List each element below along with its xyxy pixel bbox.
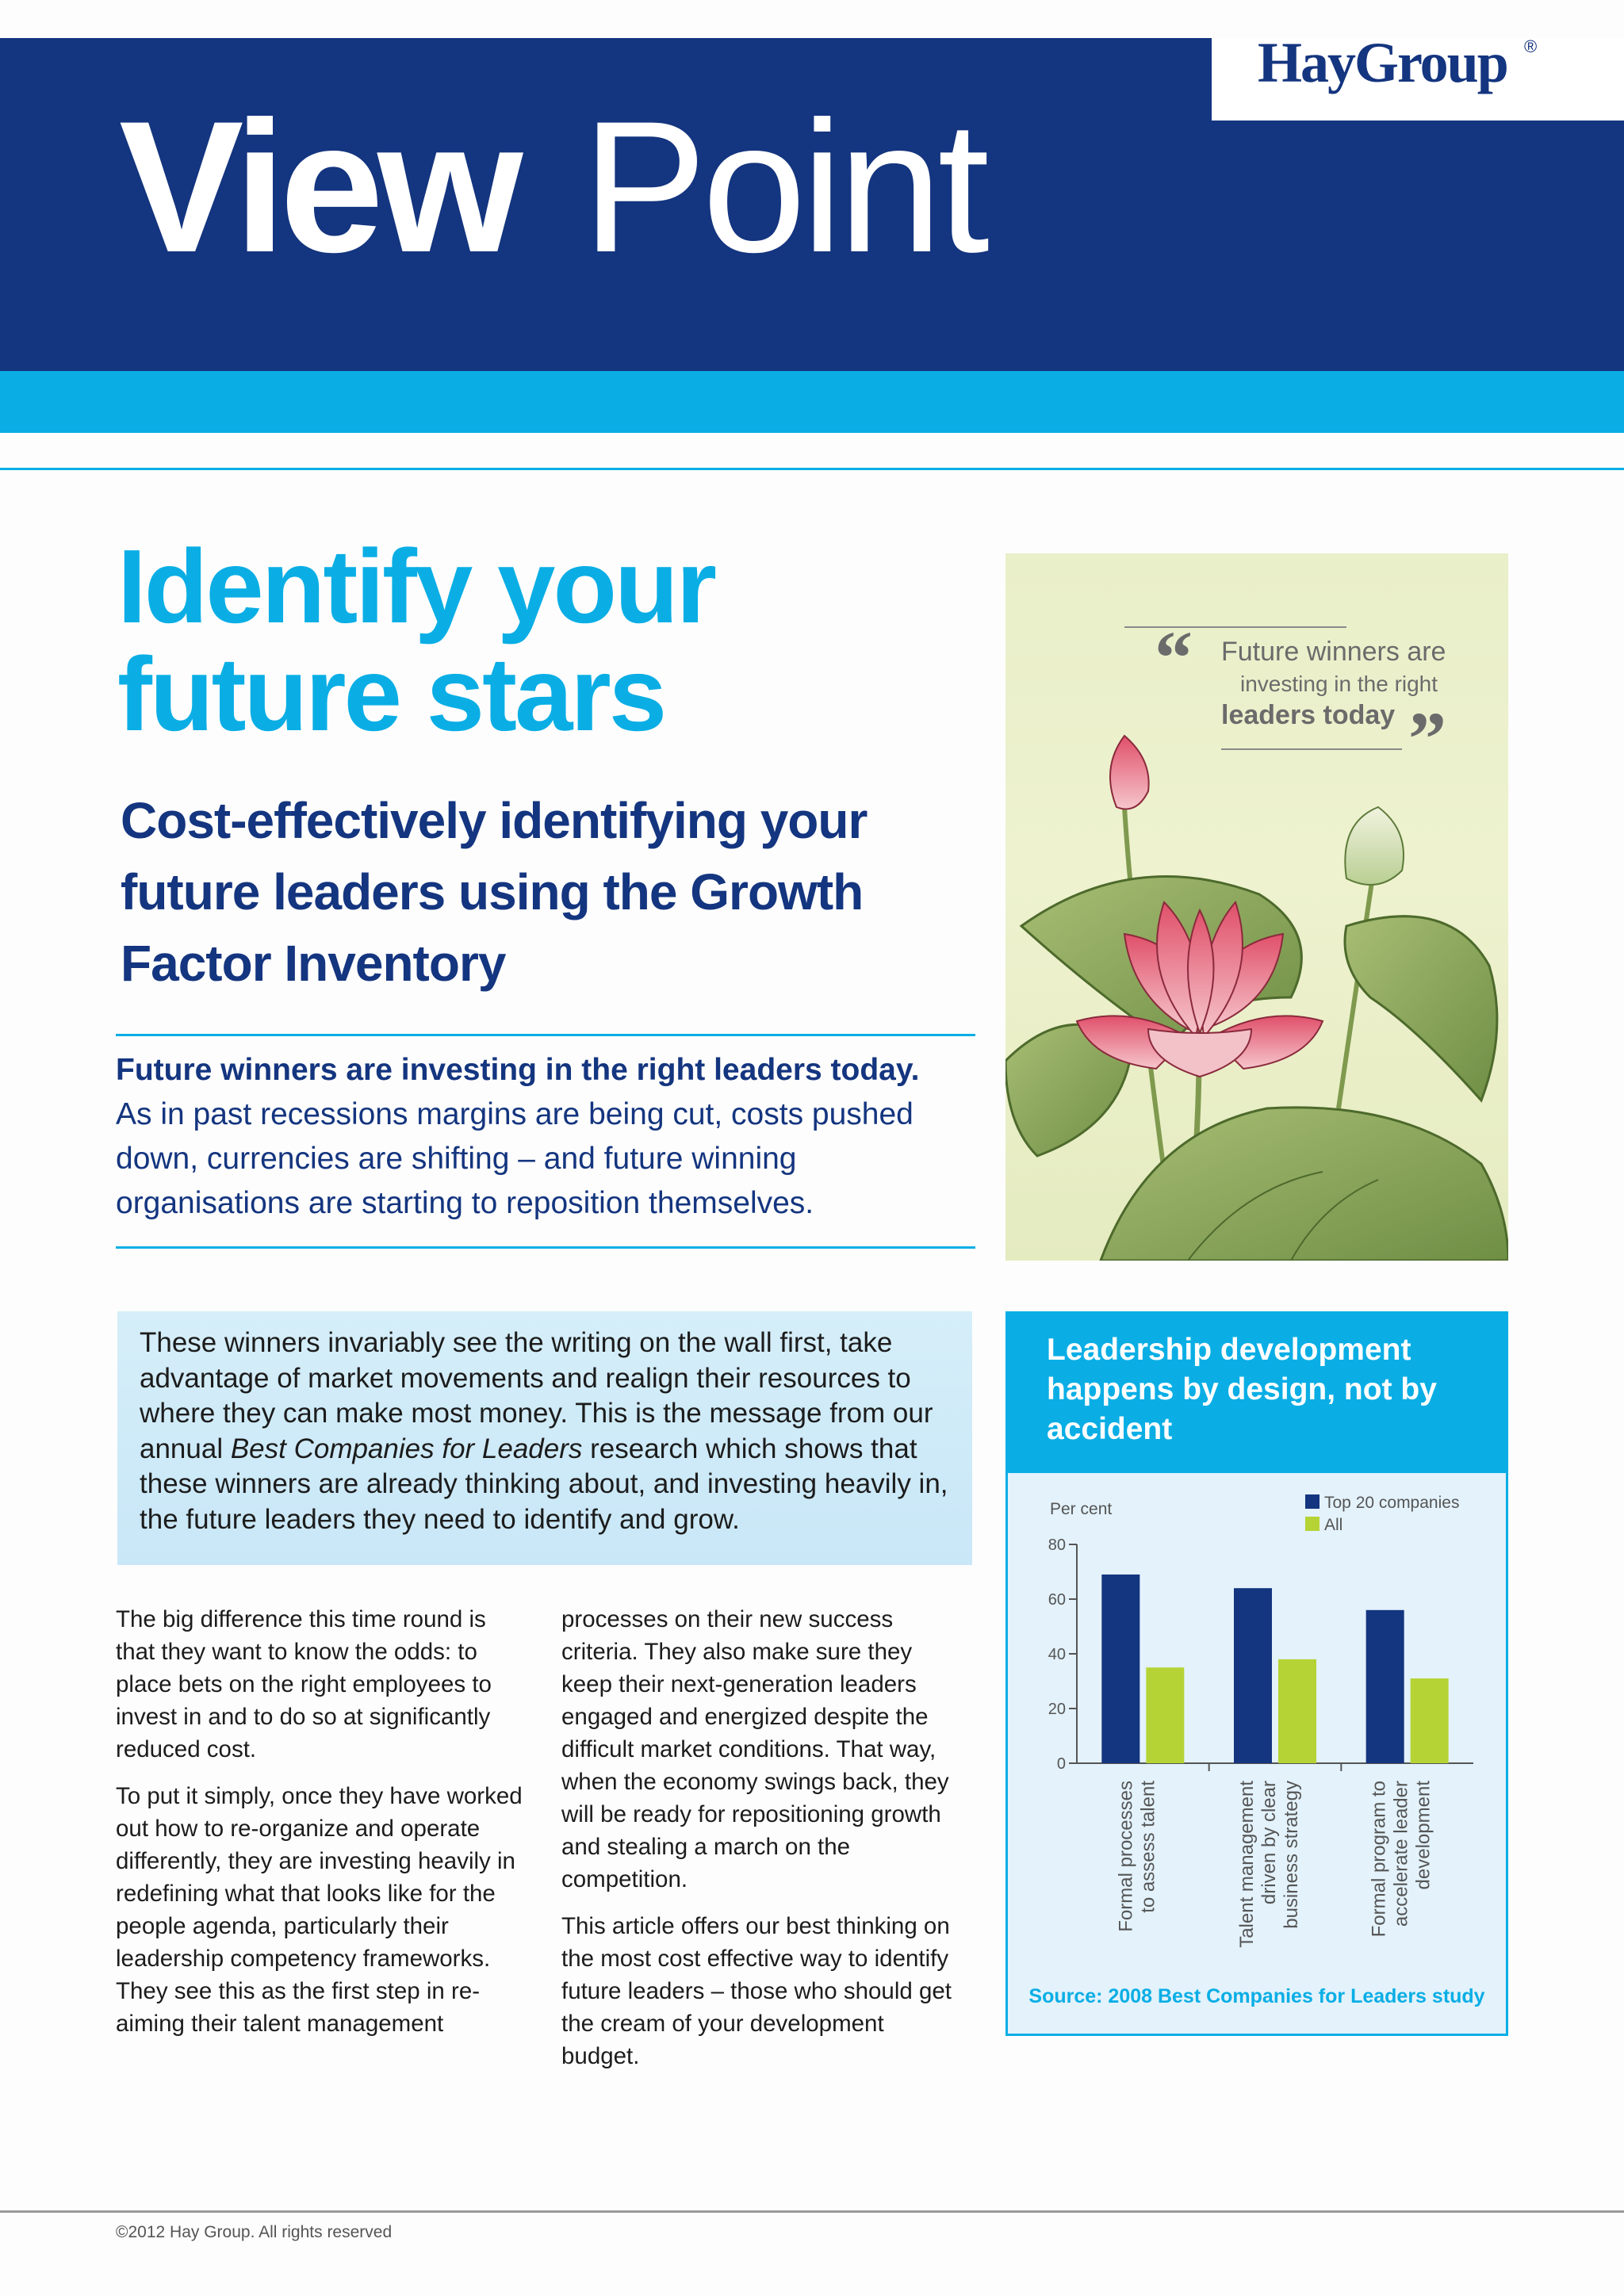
quote-line-1: Future winners are <box>1221 637 1446 667</box>
body-column-1 <box>116 1603 528 2054</box>
y-axis-label: Per cent <box>1050 1500 1113 1518</box>
x-category-label-line: business strategy <box>1281 1781 1302 1929</box>
bar-top20 <box>1234 1588 1272 1763</box>
intro-body: As in past recessions margins are being cut, costs pushed down, currencies are shifting – and future winning organisations are starting to reposition themselves. <box>116 1097 914 1220</box>
x-category-label-line: driven by clear <box>1258 1781 1280 1905</box>
legend-swatch <box>1305 1494 1320 1509</box>
article-intro <box>116 1048 988 1226</box>
col1-paragraph-2: To put it simply, once they have worked out how to re-organize and operate differently, they are investing heavily in redefining what that looks like for the people agenda, particularly their leadership competency frameworks. They see this as the first step in re-aiming their talent management <box>116 1783 523 2037</box>
chart-title: Leadership development happens by design, not by accident <box>1047 1333 1437 1446</box>
footer-rule <box>0 2210 1624 2213</box>
col1-paragraph-1: The big difference this time round is that they want to know the odds: to place bets on the right employees to invest in and to do so at significantly reduced cost. <box>116 1606 492 1762</box>
y-tick-label: 40 <box>1048 1646 1066 1663</box>
bar-chart <box>1005 1475 1508 1982</box>
callout-study-name: Best Companies for Leaders <box>230 1433 583 1464</box>
body-column-2 <box>561 1603 966 2087</box>
x-category-label <box>1115 1781 1159 1932</box>
y-tick-label: 80 <box>1048 1536 1066 1554</box>
x-category-label-line: to assess talent <box>1137 1781 1159 1913</box>
y-tick-label: 0 <box>1056 1755 1066 1773</box>
callout-text <box>140 1326 956 1537</box>
pull-quote <box>1005 553 1508 791</box>
bar-all <box>1146 1667 1184 1763</box>
open-quote-icon: “ <box>1155 615 1193 700</box>
x-category-label-line: development <box>1412 1781 1434 1890</box>
bar-all <box>1278 1659 1316 1763</box>
x-category-label <box>1236 1781 1302 1948</box>
masthead-title-bold: View <box>119 82 517 292</box>
header-divider <box>0 468 1624 470</box>
bar-all <box>1411 1678 1449 1763</box>
callout-text-part-1: These winners invariably see the writing on the wall first, take advantage of market movements and realign their resources to where they can make most money. This is the message from our annual <box>140 1327 933 1464</box>
quote-bottom-rule <box>1221 748 1402 750</box>
intro-top-rule <box>116 1034 975 1036</box>
x-category-label-line: Talent management <box>1236 1781 1258 1948</box>
bar-top20 <box>1366 1610 1404 1763</box>
x-category-label-line: Formal program to <box>1368 1781 1390 1938</box>
quote-line-3: leaders today <box>1221 700 1396 730</box>
intro-bottom-rule <box>116 1246 975 1249</box>
header-accent-bar <box>0 371 1624 433</box>
intro-lead: Future winners are investing in the right leaders today. <box>116 1053 920 1087</box>
legend-label: All <box>1324 1516 1343 1534</box>
col2-paragraph-2: This article offers our best thinking on the most cost effective way to identify future leaders – those who should get the cream of your development budget. <box>561 1913 952 2069</box>
registered-mark: ® <box>1524 36 1538 56</box>
x-category-label-line: accelerate leader <box>1390 1781 1412 1927</box>
legend-label: Top 20 companies <box>1324 1494 1460 1512</box>
callout-text-part-2: research which shows that these winners are already thinking about, and investing heavily in, the future leaders they need to identify and grow. <box>140 1433 948 1535</box>
x-category-label-line: Formal processes <box>1115 1781 1137 1932</box>
x-category-label <box>1369 1781 1434 1938</box>
haygroup-logo: HayGroup <box>1258 31 1507 94</box>
chart-source: Source: 2008 Best Companies for Leaders study <box>1028 1985 1485 2007</box>
close-quote-icon: ” <box>1408 696 1446 781</box>
legend-swatch <box>1305 1517 1320 1531</box>
article-subheadline: Cost-effectively identifying your future leaders using the Growth Factor Inventory <box>121 792 868 992</box>
col2-paragraph-1: processes on their new success criteria. They also make sure they keep their next-generation leaders engaged and energized despite the difficult market conditions. That way, when the economy swings back, they will be ready for repositioning growth and stealing a march on the competition. <box>561 1606 949 1892</box>
article-headline: Identify your future stars <box>117 528 715 752</box>
y-tick-label: 20 <box>1048 1701 1066 1718</box>
footer-copyright: ©2012 Hay Group. All rights reserved <box>116 2223 393 2241</box>
y-tick-label: 60 <box>1048 1591 1066 1609</box>
masthead-title-light: Point <box>582 82 985 292</box>
quote-line-2: investing in the right <box>1240 672 1438 696</box>
bar-top20 <box>1101 1575 1139 1763</box>
